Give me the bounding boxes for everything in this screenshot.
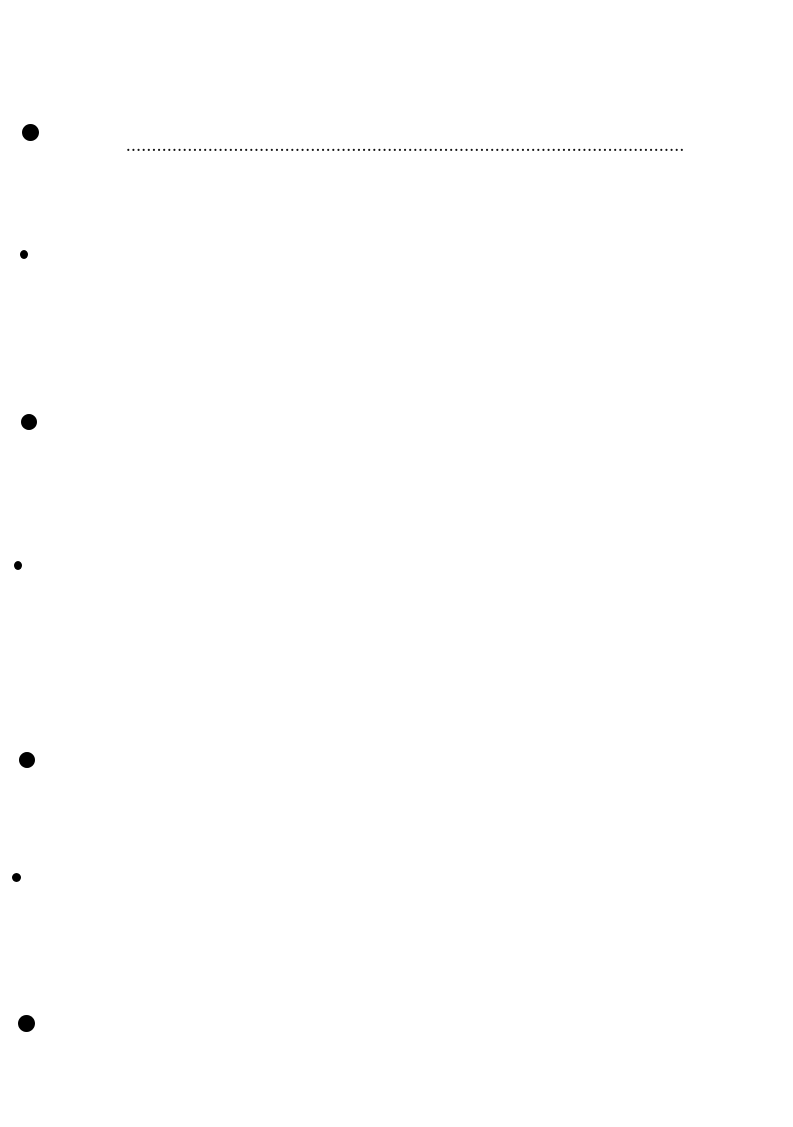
binder-hole-mark [19,752,35,768]
chapter-title-line-1[interactable] [126,97,683,130]
binder-hole-mark [22,124,39,141]
binder-hole-mark [20,250,28,259]
table-of-contents [78,72,738,163]
binder-hole-mark [12,873,21,882]
binder-hole-mark [18,1015,35,1032]
chapter-title-line-2[interactable] [126,130,683,163]
binder-hole-mark [14,561,22,570]
toc-chapter-heading [78,97,738,163]
leader-dots [126,130,683,163]
chapter-page-number [683,97,738,130]
binder-hole-mark [21,414,37,430]
